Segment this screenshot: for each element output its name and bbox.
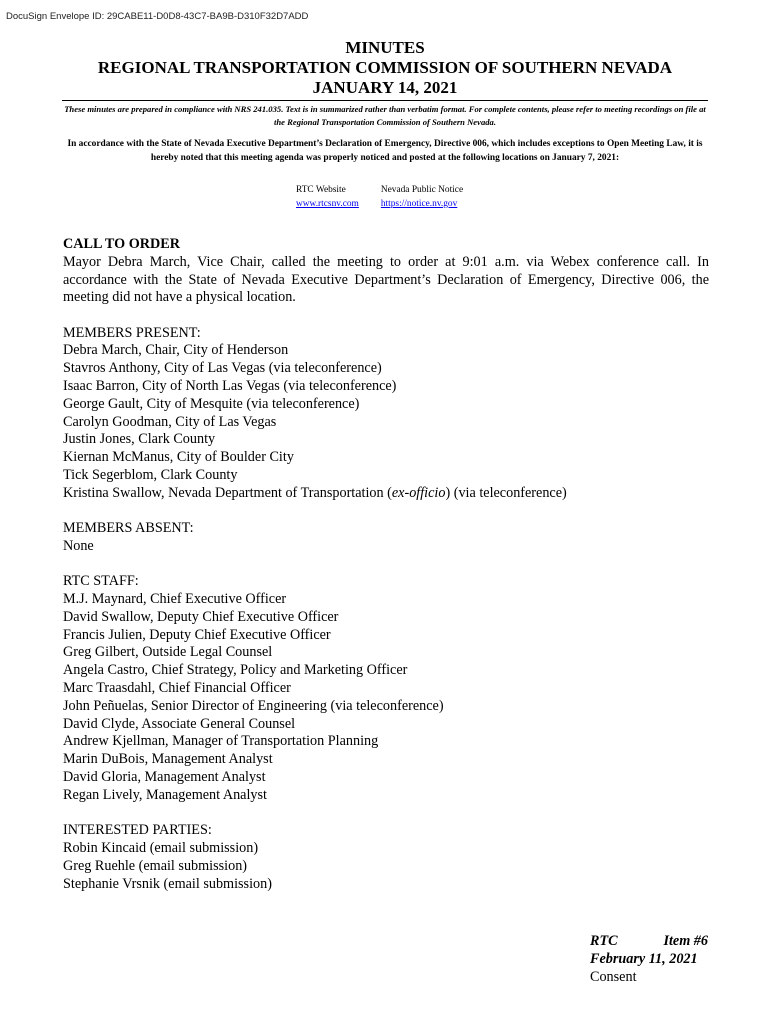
- list-item: David Clyde, Associate General Counsel: [63, 715, 296, 732]
- list-item: Angela Castro, Chief Strategy, Policy and Marketing Officer: [63, 662, 408, 679]
- list-item-prefix: Kristina Swallow, Nevada Department of Transportation (: [63, 484, 392, 501]
- list-item: George Gault, City of Mesquite (via teleconference): [63, 395, 360, 412]
- document-title: MINUTES: [345, 38, 425, 57]
- footer-item-number: Item #6: [663, 933, 708, 949]
- list-item: Tick Segerblom, Clark County: [63, 467, 238, 484]
- list-item: M.J. Maynard, Chief Executive Officer: [63, 591, 287, 608]
- call-to-order-heading: CALL TO ORDER: [63, 236, 180, 252]
- footer-category: Consent: [590, 969, 637, 985]
- minutes-body: [63, 236, 709, 893]
- page-footer: [590, 932, 708, 986]
- call-to-order-section: [63, 236, 709, 307]
- list-item: Francis Julien, Deputy Chief Executive Officer: [63, 626, 331, 643]
- title-divider: [62, 100, 708, 101]
- list-item: Stephanie Vrsnik (email submission): [63, 875, 272, 892]
- list-item: Kiernan McManus, City of Boulder City: [63, 449, 294, 466]
- members-present-section: [63, 325, 709, 503]
- list-item: Justin Jones, Clark County: [63, 431, 216, 448]
- footer-item-row: [590, 932, 708, 950]
- interested-parties-heading: INTERESTED PARTIES:: [63, 822, 212, 839]
- posting-rtc-website: [296, 183, 359, 211]
- docusign-envelope-id: DocuSign Envelope ID: 29CABE11-D0D8-43C7-BA9B-D310F32D7ADD: [6, 11, 309, 22]
- nevada-notice-link[interactable]: https://notice.nv.gov: [380, 199, 458, 209]
- posting-locations: [296, 183, 463, 211]
- list-item: Marin DuBois, Management Analyst: [63, 751, 273, 768]
- interested-parties-section: [63, 822, 709, 893]
- list-item: [63, 485, 709, 503]
- list-item: Andrew Kjellman, Manager of Transportation Planning: [63, 733, 379, 750]
- list-item: David Swallow, Deputy Chief Executive Officer: [63, 608, 339, 625]
- footer-date: February 11, 2021: [590, 951, 698, 967]
- compliance-note: These minutes are prepared in compliance with NRS 241.035. Text is in summarized rather than verbatim format. For complete contents, please refer to meeting recordings on file at the Regional Transportation Commission of Southern Nevada.: [64, 104, 706, 127]
- footer-org: RTC: [590, 933, 618, 949]
- posting-label: RTC Website: [296, 185, 346, 195]
- list-item: John Peñuelas, Senior Director of Engineering (via teleconference): [63, 697, 444, 714]
- list-item: David Gloria, Management Analyst: [63, 769, 266, 786]
- call-to-order-text: Mayor Debra March, Vice Chair, called the meeting to order at 9:01 a.m. via Webex conference call. In accordance with the State of Nevada Executive Department’s Declaration of Emergency, Directive 006, the meeting did not have a physical location.: [63, 253, 709, 306]
- list-item: Marc Traasdahl, Chief Financial Officer: [63, 680, 291, 697]
- list-item: Greg Gilbert, Outside Legal Counsel: [63, 644, 273, 661]
- rtc-staff-section: [63, 573, 709, 804]
- rtc-website-link[interactable]: www.rtcsnv.com: [296, 199, 359, 209]
- members-absent-section: [63, 520, 709, 556]
- list-item: None: [63, 537, 94, 554]
- list-item-suffix: ) (via teleconference): [445, 484, 567, 501]
- posting-label: Nevada Public Notice: [380, 185, 464, 195]
- meeting-date: JANUARY 14, 2021: [312, 78, 458, 97]
- list-item: Greg Ruehle (email submission): [63, 857, 248, 874]
- posting-nevada-public-notice: [381, 183, 463, 211]
- members-present-heading: MEMBERS PRESENT:: [63, 324, 201, 341]
- list-item: Carolyn Goodman, City of Las Vegas: [63, 413, 277, 430]
- list-item: Debra March, Chair, City of Henderson: [63, 342, 289, 359]
- posting-notice: In accordance with the State of Nevada Executive Department’s Declaration of Emergency, Directive 006, which includes exceptions to Open Meeting Law, it is hereby noted that this meeting agenda was properly noticed and posted at the following locations on January 7, 2021:: [67, 139, 703, 163]
- list-item: Robin Kincaid (email submission): [63, 839, 259, 856]
- list-item: Stavros Anthony, City of Las Vegas (via teleconference): [63, 360, 382, 377]
- ex-officio-text: ex-officio: [391, 484, 446, 501]
- document-title-block: [60, 38, 710, 98]
- members-absent-heading: MEMBERS ABSENT:: [63, 520, 194, 537]
- organization-name: REGIONAL TRANSPORTATION COMMISSION OF SOUTHERN NEVADA: [97, 58, 673, 77]
- list-item: Regan Lively, Management Analyst: [63, 786, 267, 803]
- list-item: Isaac Barron, City of North Las Vegas (via teleconference): [63, 378, 397, 395]
- rtc-staff-heading: RTC STAFF:: [63, 573, 139, 590]
